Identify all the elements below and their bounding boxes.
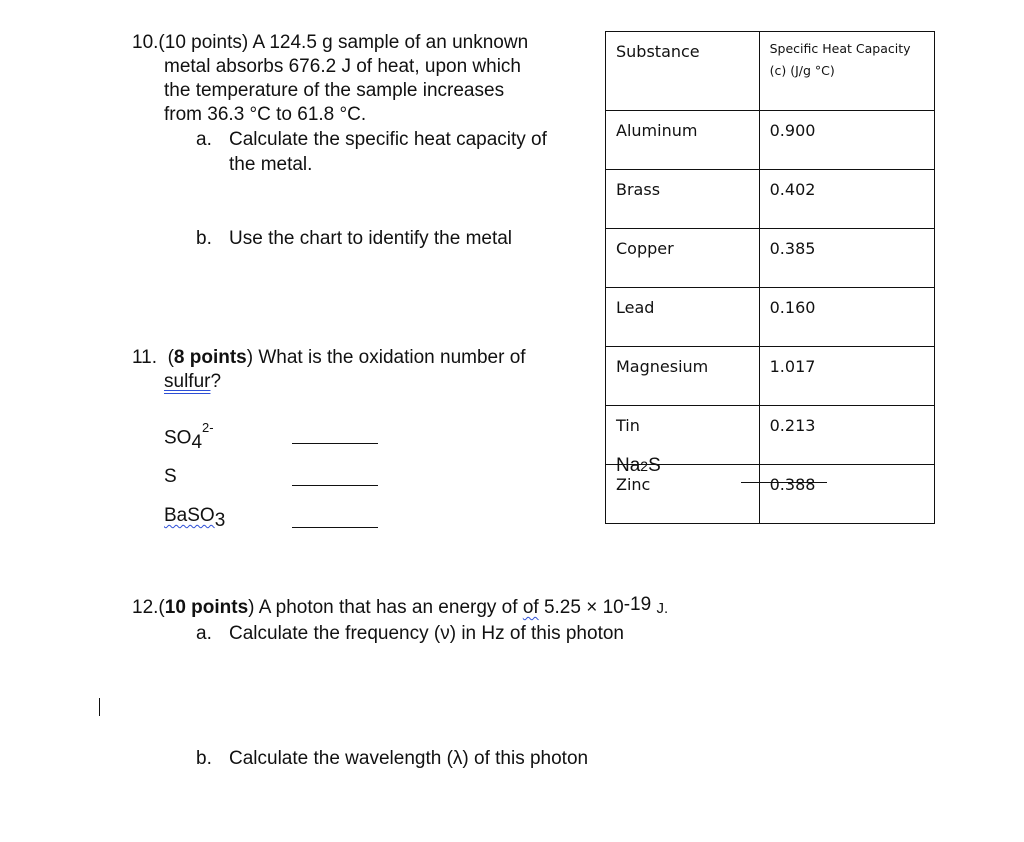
q11-question-mark: ? [210, 371, 222, 392]
q12-number: 12. [132, 597, 159, 618]
q10-line1 [132, 31, 528, 55]
answer-blank-s[interactable] [292, 485, 378, 486]
text-cursor [99, 698, 100, 716]
q11-line2 [164, 370, 221, 394]
q12-duplicate-of: of [522, 597, 539, 618]
table-cell-substance: Tin [616, 416, 640, 435]
table-row [606, 111, 935, 170]
specific-heat-table [605, 31, 935, 524]
q12-points: 10 points [164, 597, 249, 618]
q10-number: 10. [132, 32, 159, 53]
table-cell-value: 0.385 [769, 239, 816, 258]
table-cell-substance: Brass [616, 180, 661, 199]
table-row [606, 170, 935, 229]
compound-baso3: BaSO3 [164, 505, 226, 531]
q11-number: 11. [132, 347, 158, 368]
table-cell-substance: Zinc [616, 475, 651, 494]
table-cell-value: 0.402 [769, 180, 816, 199]
answer-blank-baso3[interactable] [292, 527, 378, 528]
table-row [606, 229, 935, 288]
table-header-row [606, 32, 935, 111]
q10-points: (10 points) [158, 32, 249, 53]
table-row [606, 288, 935, 347]
q10a-text-line2: the metal. [229, 154, 313, 175]
table-cell-substance: Magnesium [616, 357, 709, 376]
q10b-text: Use the chart to identify the metal [229, 228, 513, 249]
compound-s: S [164, 466, 177, 487]
table-cell-value: 1.017 [769, 357, 816, 376]
q11-line1: 11. (8 points) What is the oxidation number of [132, 347, 526, 368]
compound-na2s: Na2S [616, 455, 661, 476]
q11-text-line1: What is the oxidation number of [258, 347, 526, 368]
q12a-label: a. [196, 623, 212, 644]
table-row [606, 347, 935, 406]
q12-energy-unit: J. [656, 600, 669, 617]
q10-text-line4: from 36.3 °C to 61.8 °C. [164, 104, 367, 125]
q12a-text: Calculate the frequency (ν) in Hz of this photon [229, 623, 624, 644]
table-cell-substance: Aluminum [616, 121, 698, 140]
table-cell-value: 0.388 [769, 475, 816, 494]
q12-energy-exponent: -19 [623, 594, 652, 615]
table-header-capacity-line2: (c) (J/g °C) [769, 63, 835, 78]
table-header-substance: Substance [606, 32, 760, 111]
q10-text-line1: A 124.5 g sample of an unknown [252, 32, 529, 53]
q10a-text-line1: Calculate the specific heat capacity of [229, 129, 547, 150]
table-cell-value: 0.160 [769, 298, 816, 317]
table-header-capacity [759, 32, 934, 111]
answer-blank-na2s[interactable] [741, 482, 827, 483]
q12-text: A photon that has an energy of [258, 597, 518, 618]
q10-text-line2: metal absorbs 676.2 J of heat, upon which [164, 56, 522, 77]
q12b-label: b. [196, 748, 212, 769]
table-cell-substance: Lead [616, 298, 655, 317]
table-header-capacity-line1: Specific Heat Capacity [769, 41, 911, 56]
q10a-label: a. [196, 129, 212, 150]
table-cell-substance: Copper [616, 239, 674, 258]
q12-energy-value: 5.25 × 10 [543, 597, 624, 618]
q11-points: 8 points [173, 347, 247, 368]
q10b-label: b. [196, 228, 212, 249]
q12b-text: Calculate the wavelength (λ) of this photon [229, 748, 589, 769]
table-cell-value: 0.900 [769, 121, 816, 140]
q11-sulfur: sulfur [164, 371, 211, 392]
q12-line1: 12.(10 points) A photon that has an energy of of $5.25 \times 10^{-19}$ J. [132, 594, 669, 618]
answer-blank-so4[interactable] [292, 443, 378, 444]
q10-text-line3: the temperature of the sample increases [164, 80, 505, 101]
table-cell-value: 0.213 [769, 416, 816, 435]
compound-so4: $SO4^{2-}$ [164, 420, 214, 454]
